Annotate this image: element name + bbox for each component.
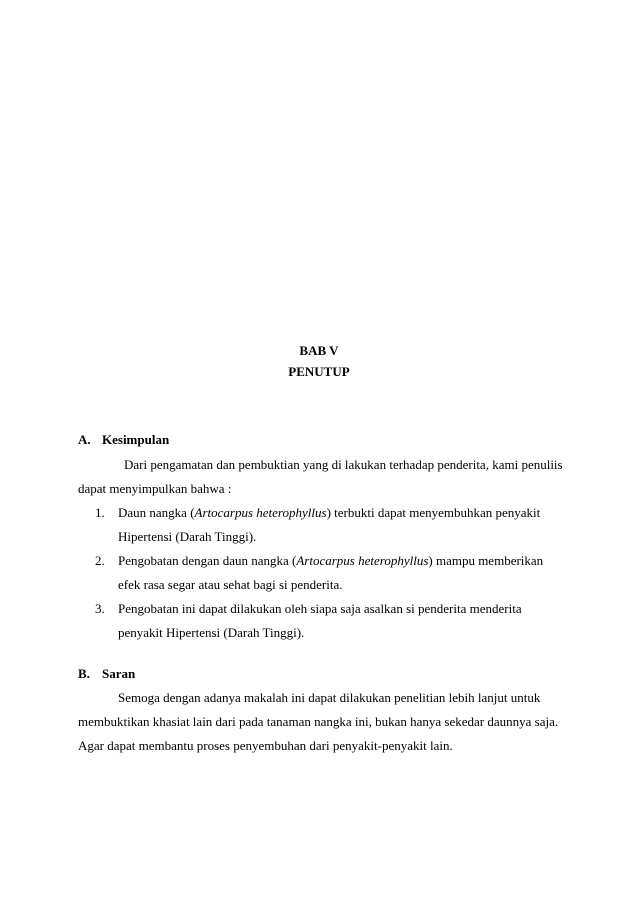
list-item-1-number: 1. xyxy=(95,505,105,520)
list-item-3-line-1: Pengobatan ini dapat dilakukan oleh siapa saja asalkan si penderita menderita xyxy=(118,601,522,616)
saran-line-1: Semoga dengan adanya makalah ini dapat dilakukan penelitian lebih lanjut untuk xyxy=(118,690,541,705)
chapter-number: BAB V xyxy=(299,343,339,358)
text-fragment: ) mampu memberikan xyxy=(428,553,544,568)
chapter-title: PENUTUP xyxy=(288,364,350,379)
text-fragment: ) terbukti dapat menyembuhkan penyakit xyxy=(326,505,541,520)
saran-line-2: membuktikan khasiat lain dari pada tanaman nangka ini, bukan hanya sekedar daunnya saja. xyxy=(78,714,559,729)
kesimpulan-intro-line-1: Dari pengamatan dan pembuktian yang di lakukan terhadap penderita, kami penuliis xyxy=(124,457,563,472)
list-item-3-line-2: penyakit Hipertensi (Darah Tinggi). xyxy=(118,625,305,640)
list-item-1-line-1 xyxy=(118,505,540,521)
section-a-heading: Kesimpulan xyxy=(102,432,170,447)
text-fragment: Daun nangka ( xyxy=(118,505,195,520)
scientific-name: Artocarpus heterophyllus xyxy=(194,505,327,520)
list-item-3-number: 3. xyxy=(95,601,105,616)
section-b-marker: B. xyxy=(78,666,90,681)
saran-line-3: Agar dapat membantu proses penyembuhan dari penyakit-penyakit lain. xyxy=(78,738,453,753)
list-item-1-line-2: Hipertensi (Darah Tinggi). xyxy=(118,529,257,544)
section-b-heading: Saran xyxy=(102,666,136,681)
list-item-2-number: 2. xyxy=(95,553,105,568)
scientific-name: Artocarpus heterophyllus xyxy=(296,553,429,568)
list-item-2-line-2: efek rasa segar atau sehat bagi si penderita. xyxy=(118,577,343,592)
kesimpulan-intro-line-2: dapat menyimpulkan bahwa : xyxy=(78,481,232,496)
list-item-2-line-1 xyxy=(118,553,543,569)
text-fragment: Pengobatan dengan daun nangka ( xyxy=(118,553,297,568)
section-a-marker: A. xyxy=(78,432,91,447)
